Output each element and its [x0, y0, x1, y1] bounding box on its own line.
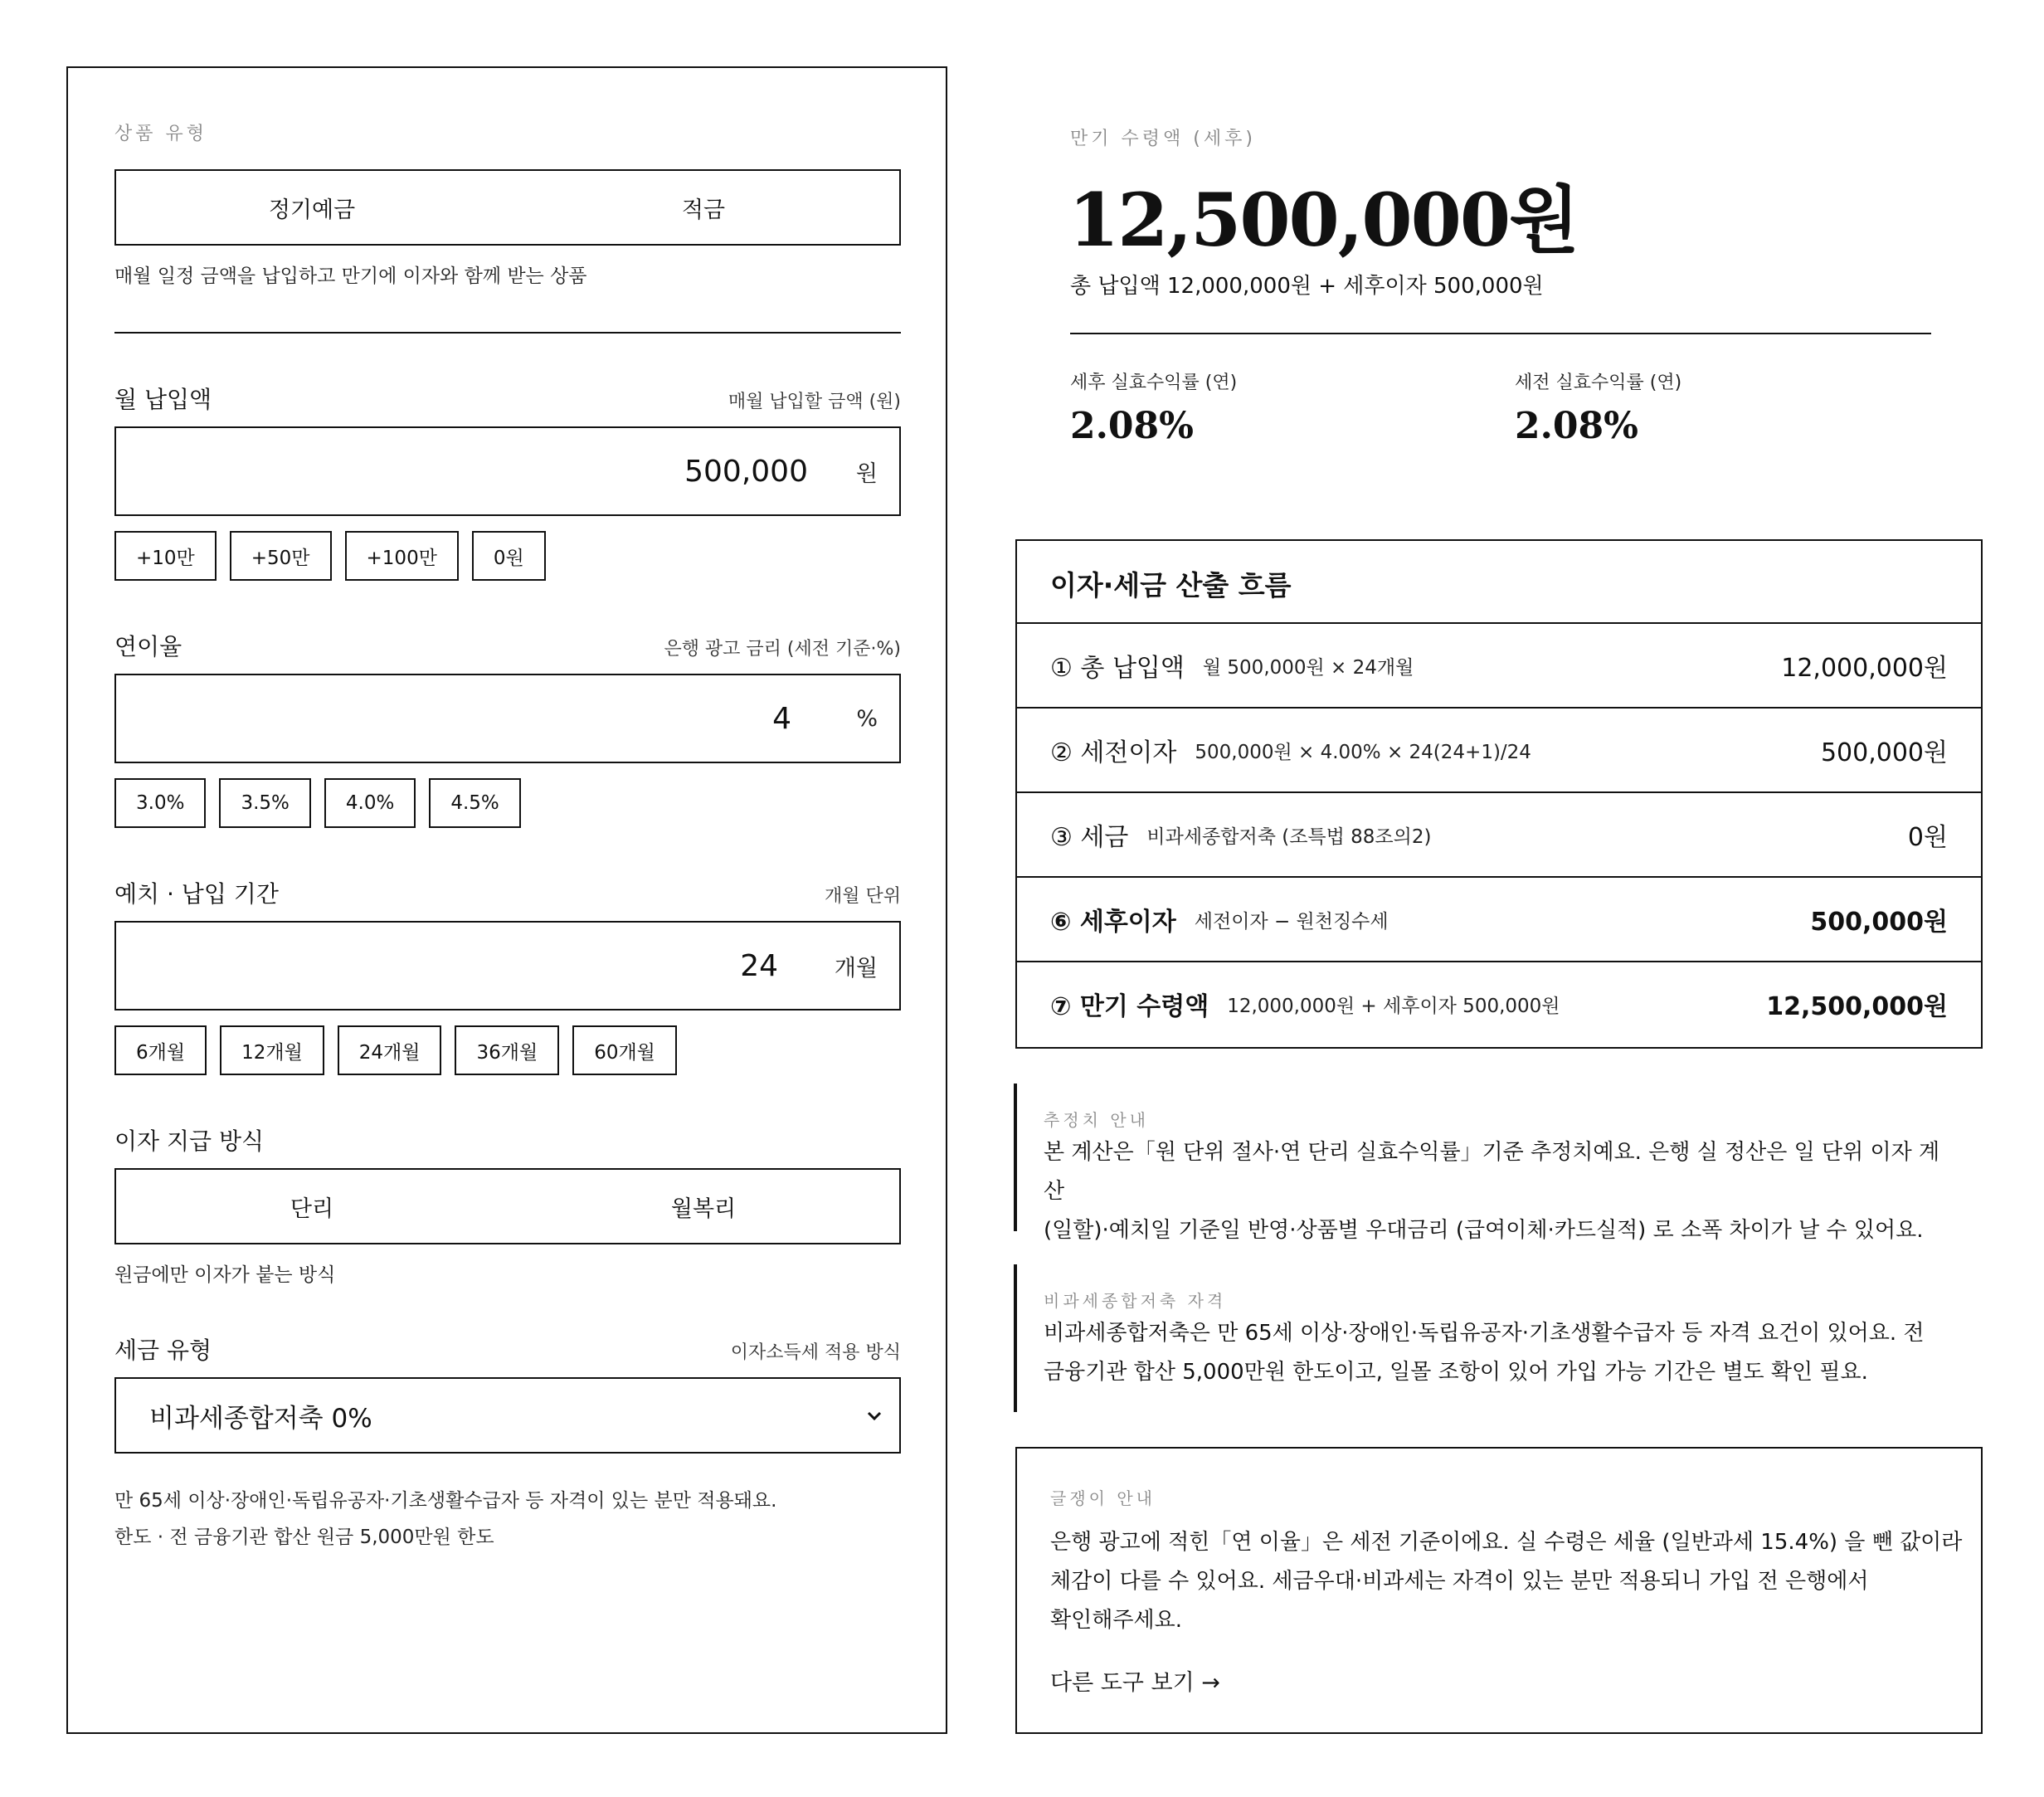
flow-title: 이자·세금 산출 흐름 [1050, 569, 1292, 601]
option-term-deposit[interactable]: 정기예금 [268, 197, 356, 223]
period-label: 예치 · 납입 기간 [114, 880, 279, 908]
estimate-note-bar [1014, 1084, 1017, 1231]
flow-row-pre-tax-interest [1017, 707, 1981, 791]
estimate-note-line-2: (일할)·예치일 기준일 반영·상품별 우대금리 (급여이체·카드실적) 로 소폭 차이가 날 수 있어요. [1044, 1218, 1924, 1243]
period-unit: 개월 [834, 955, 878, 981]
eligibility-note-label: 비과세종합저축 자격 [1044, 1291, 1227, 1311]
interest-method-label: 이자 지급 방식 [114, 1127, 265, 1155]
flow-row-main: ② 세전이자 [1050, 738, 1177, 767]
other-tools-link[interactable]: 다른 도구 보기 → [1050, 1670, 1220, 1696]
product-type-segmented-control [114, 169, 901, 246]
rate-label: 연이율 [114, 633, 182, 660]
flow-row-tax [1017, 791, 1981, 876]
tax-type-aux: 이자소득세 적용 방식 [730, 1342, 901, 1363]
period-aux: 개월 단위 [824, 886, 901, 907]
period-header [114, 876, 901, 909]
eligibility-note-line-1: 비과세종합저축은 만 65세 이상·장애인·독립유공자·기초생활수급자 등 자격 요건이 있어요. 전 [1044, 1321, 1925, 1346]
after-tax-yield-value: 2.08% [1070, 405, 1194, 447]
flow-row-amount: 12,000,000원 [1781, 654, 1948, 683]
eligibility-note-text [1044, 1314, 1956, 1392]
option-installment-savings[interactable]: 적금 [681, 197, 726, 223]
writer-note-label: 글쟁이 안내 [1050, 1488, 1156, 1508]
flow-row-main: ⑦ 만기 수령액 [1050, 992, 1209, 1021]
tax-type-hint-2: 한도 · 전 금융기관 합산 원금 5,000만원 한도 [114, 1527, 494, 1548]
chip-rate-4-5[interactable]: 4.5% [429, 778, 520, 828]
rate-unit: % [856, 705, 878, 732]
chip-36-months[interactable]: 36개월 [455, 1025, 559, 1075]
result-label: 만기 수령액 (세후) [1070, 129, 1256, 149]
flow-row-amount: 500,000원 [1820, 738, 1948, 767]
calculator-form-panel [66, 66, 947, 1734]
flow-row-main: ⑥ 세후이자 [1050, 908, 1176, 937]
rate-value[interactable]: 4 [772, 701, 791, 736]
flow-row-maturity-amount [1017, 961, 1981, 1045]
flow-row-sub: 세전이자 − 원천징수세 [1194, 910, 1389, 933]
tax-type-label: 세금 유형 [114, 1337, 212, 1364]
rate-chips [114, 778, 521, 828]
flow-row-sub: 500,000원 × 4.00% × 24(24+1)/24 [1195, 741, 1531, 763]
chip-12-months[interactable]: 12개월 [220, 1025, 324, 1075]
monthly-amount-value[interactable]: 500,000 [684, 454, 808, 489]
flow-row-main: ③ 세금 [1050, 823, 1129, 852]
result-divider [1070, 333, 1931, 334]
result-breakdown: 총 납입액 12,000,000원 + 세후이자 500,000원 [1070, 274, 1544, 299]
product-type-label: 상품 유형 [114, 124, 208, 144]
interest-method-hint: 원금에만 이자가 붙는 방식 [114, 1264, 336, 1286]
product-type-hint: 매월 일정 금액을 납입하고 만기에 이자와 함께 받는 상품 [114, 265, 587, 287]
flow-row-after-tax-interest [1017, 876, 1981, 961]
flow-row-sub: 비과세종합저축 (조특법 88조의2) [1146, 825, 1432, 848]
flow-row-total-deposit [1017, 622, 1981, 707]
option-simple-interest[interactable]: 단리 [290, 1196, 334, 1222]
interest-method-segmented-control [114, 1168, 901, 1244]
flow-row-amount: 500,000원 [1810, 908, 1948, 937]
eligibility-note-line-2: 금융기관 합산 5,000만원 한도이고, 일몰 조항이 있어 가입 가능 기간은 별도 확인 필요. [1044, 1360, 1868, 1385]
flow-row-amount: 12,500,000원 [1766, 992, 1948, 1021]
monthly-amount-unit: 원 [855, 460, 878, 487]
eligibility-note-bar [1014, 1264, 1017, 1412]
estimate-note-text [1044, 1133, 1956, 1250]
tax-type-hint-1: 만 65세 이상·장애인·독립유공자·기초생활수급자 등 자격이 있는 분만 적용돼요. [114, 1490, 777, 1512]
chip-rate-3-0[interactable]: 3.0% [114, 778, 206, 828]
period-chips [114, 1025, 677, 1075]
result-amount: 12,500,000원 [1068, 177, 1579, 263]
rate-input[interactable] [114, 674, 901, 763]
writer-note-box [1015, 1447, 1983, 1734]
chip-plus-500k[interactable]: +50만 [230, 531, 332, 581]
flow-row-sub: 월 500,000원 × 24개월 [1202, 656, 1414, 679]
flow-row-main: ① 총 납입액 [1050, 654, 1185, 683]
estimate-note-line-1: 본 계산은「원 단위 절사·연 단리 실효수익률」기준 추정치예요. 은행 실 정산은 일 단위 이자 계산 [1044, 1140, 1940, 1204]
interest-tax-flow-table [1015, 539, 1983, 1049]
estimate-note-label: 추정치 안내 [1044, 1110, 1149, 1130]
tax-type-selected-value: 비과세종합저축 0% [149, 1403, 372, 1434]
pre-tax-yield-label: 세전 실효수익률 (연) [1515, 373, 1682, 393]
tax-type-header [114, 1332, 901, 1366]
rate-header [114, 629, 901, 662]
after-tax-yield-label: 세후 실효수익률 (연) [1070, 373, 1238, 393]
flow-row-sub: 12,000,000원 + 세후이자 500,000원 [1227, 995, 1560, 1017]
writer-note-line-2: 체감이 다를 수 있어요. 세금우대·비과세는 자격이 있는 분만 적용되니 가입 전 은행에서 [1050, 1569, 1869, 1594]
flow-row-amount: 0원 [1907, 823, 1948, 852]
monthly-amount-chips [114, 531, 546, 581]
monthly-amount-label: 월 납입액 [114, 386, 212, 413]
rate-aux: 은행 광고 금리 (세전 기준·%) [664, 639, 901, 660]
writer-note-line-3: 확인해주세요. [1050, 1608, 1182, 1633]
chip-rate-3-5[interactable]: 3.5% [219, 778, 310, 828]
pre-tax-yield-value: 2.08% [1515, 405, 1638, 447]
option-monthly-compound[interactable]: 월복리 [670, 1196, 737, 1222]
tax-type-select[interactable] [114, 1377, 901, 1454]
monthly-amount-header [114, 382, 901, 415]
chip-rate-4-0[interactable]: 4.0% [324, 778, 416, 828]
writer-note-line-1: 은행 광고에 적힌「연 이율」은 세전 기준이에요. 실 수령은 세율 (일반과세 15.4%) 을 뺀 값이라 [1050, 1530, 1963, 1555]
period-input[interactable] [114, 921, 901, 1011]
chip-6-months[interactable]: 6개월 [114, 1025, 207, 1075]
chip-60-months[interactable]: 60개월 [572, 1025, 677, 1075]
period-value[interactable]: 24 [740, 948, 778, 983]
writer-note-text [1050, 1523, 1963, 1640]
chip-plus-1m[interactable]: +100만 [345, 531, 459, 581]
monthly-amount-input[interactable] [114, 426, 901, 516]
section-divider [114, 332, 901, 334]
chip-plus-100k[interactable]: +10만 [114, 531, 217, 581]
chip-24-months[interactable]: 24개월 [338, 1025, 442, 1075]
monthly-amount-aux: 매월 납입할 금액 (원) [728, 392, 901, 412]
chip-reset[interactable]: 0원 [472, 531, 546, 581]
chevron-down-icon [864, 1405, 884, 1425]
